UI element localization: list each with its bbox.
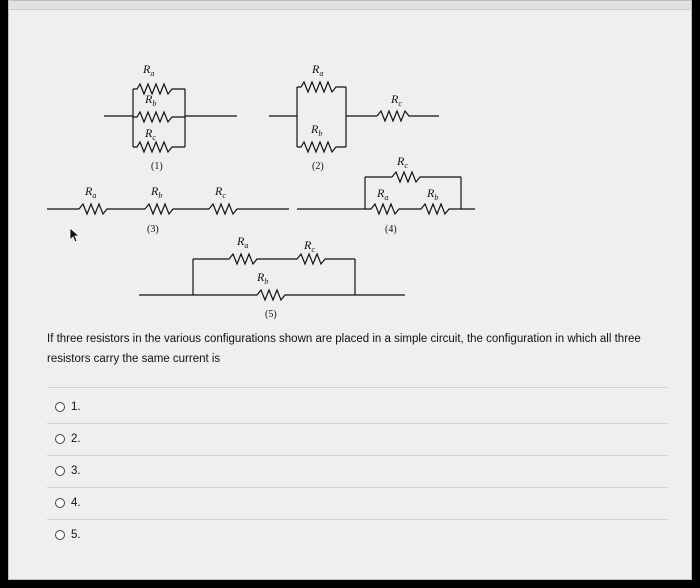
option-label: 5. — [71, 529, 81, 541]
option-4[interactable] — [55, 495, 81, 511]
option-label: 3. — [71, 465, 81, 477]
c2-rb-label: $R_b$ — [311, 122, 323, 138]
option-1[interactable] — [55, 399, 81, 415]
circuit-1 — [104, 84, 237, 152]
c4-number: (4) — [385, 224, 397, 235]
c4-ra-label: $R_a$ — [377, 186, 389, 202]
c3-number: (3) — [147, 224, 159, 235]
circuit-diagrams — [9, 1, 693, 321]
c5-rc-label: $R_c$ — [304, 238, 315, 254]
option-2[interactable] — [55, 431, 81, 447]
option-5[interactable] — [55, 527, 81, 543]
divider — [47, 455, 667, 456]
divider — [47, 387, 667, 388]
circuit-3 — [47, 204, 289, 214]
radio-button-icon[interactable] — [55, 530, 65, 540]
c5-rb-label: $R_b$ — [257, 270, 269, 286]
c3-rc-label: $R_c$ — [215, 184, 226, 200]
c1-ra-label: $R_a$ — [143, 62, 155, 78]
divider — [47, 487, 667, 488]
divider — [47, 423, 667, 424]
question-card — [8, 0, 692, 580]
c1-number: (1) — [151, 161, 163, 172]
c1-rb-label: $R_b$ — [145, 92, 157, 108]
c4-rc-label: $R_c$ — [397, 154, 408, 170]
c2-rc-label: $R_c$ — [391, 92, 402, 108]
option-label: 4. — [71, 497, 81, 509]
radio-button-icon[interactable] — [55, 466, 65, 476]
circuit-5 — [139, 254, 405, 300]
radio-button-icon[interactable] — [55, 434, 65, 444]
option-3[interactable] — [55, 463, 81, 479]
divider — [47, 519, 667, 520]
radio-button-icon[interactable] — [55, 498, 65, 508]
circuit-2 — [269, 82, 439, 152]
c3-ra-label: $R_a$ — [85, 184, 97, 200]
question-text: If three resistors in the various configurations shown are placed in a simple circuit, the configuration in which all three resistors carry the same current is — [47, 333, 641, 365]
option-label: 1. — [71, 401, 81, 413]
c3-rb-label: $R_b$ — [151, 184, 163, 200]
c5-number: (5) — [265, 309, 277, 320]
option-label: 2. — [71, 433, 81, 445]
radio-button-icon[interactable] — [55, 402, 65, 412]
c2-ra-label: $R_a$ — [312, 62, 324, 78]
c1-rc-label: $R_c$ — [145, 126, 156, 142]
mouse-cursor-icon — [69, 227, 81, 243]
c5-ra-label: $R_a$ — [237, 234, 249, 250]
c2-number: (2) — [312, 161, 324, 172]
c4-rb-label: $R_b$ — [427, 186, 439, 202]
